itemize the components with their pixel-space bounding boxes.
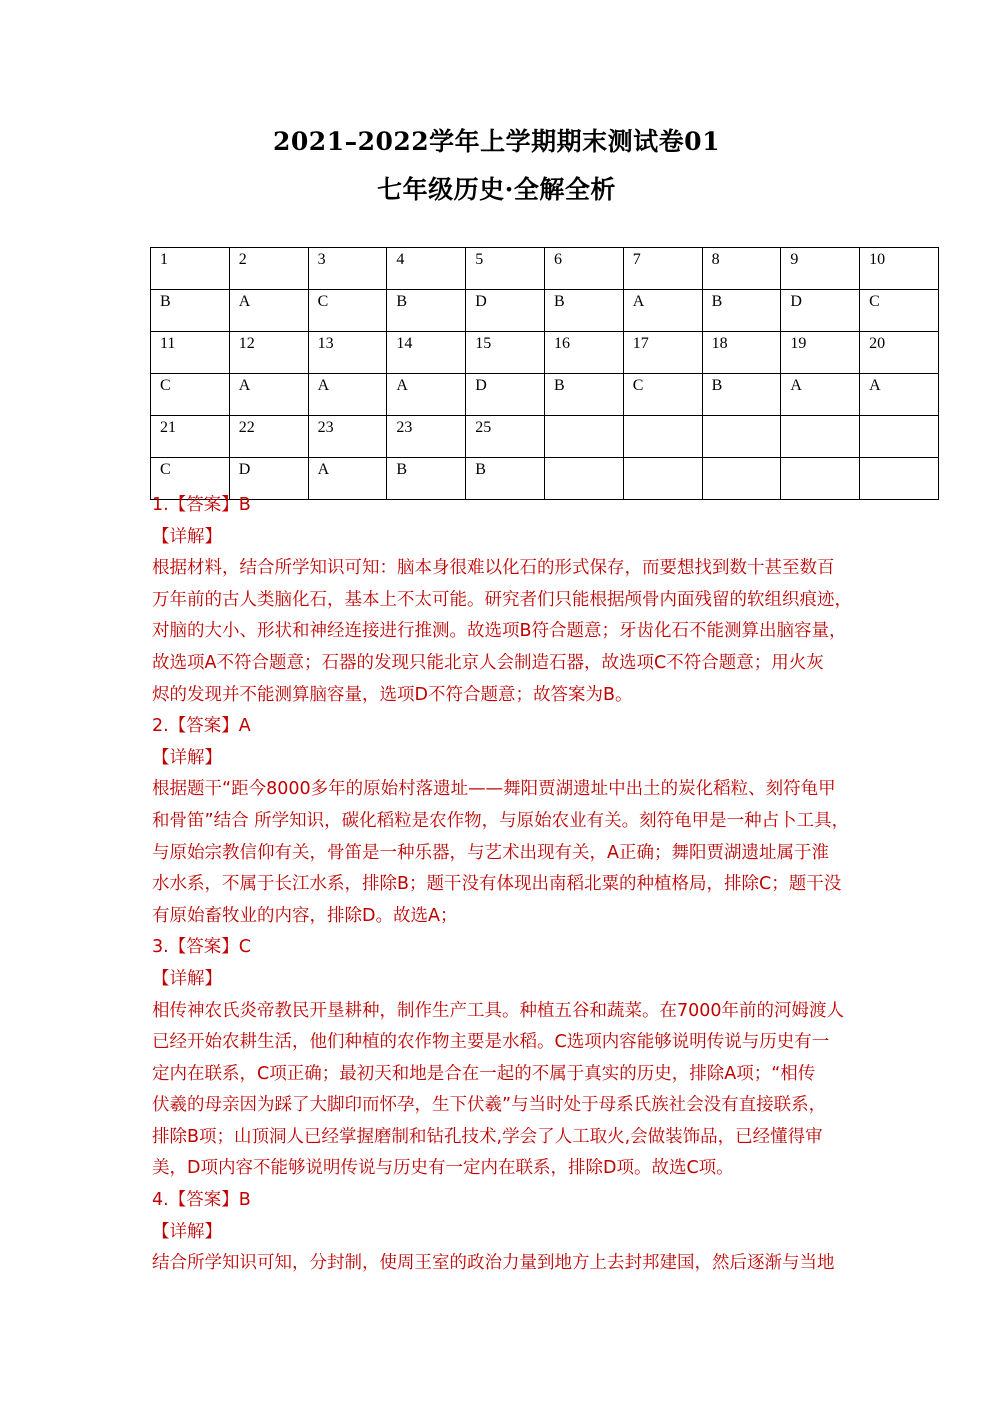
answer-explanations [152, 490, 872, 1280]
table-cell: B [387, 458, 466, 500]
table-cell: C [860, 290, 939, 332]
answer-line: 1.【答案】B [152, 495, 251, 515]
table-cell: C [623, 374, 702, 416]
detail-label: 【详解】 [152, 747, 222, 768]
table-cell: 12 [229, 332, 308, 374]
explanation-line: 根据材料，结合所学知识可知：脑本身很难以化石的形式保存，而要想找到数十甚至数百 [152, 558, 835, 579]
table-cell: 21 [151, 416, 230, 458]
table-cell: A [860, 374, 939, 416]
table-cell: 23 [308, 416, 387, 458]
table-cell: B [544, 290, 623, 332]
table-cell: 15 [466, 332, 545, 374]
explanation-line: 排除B项；山顶洞人已经掌握磨制和钻孔技术,学会了人工取火,会做装饰品，已经懂得审 [152, 1126, 823, 1147]
explanation-line: 相传神农氏炎帝教民开垦耕种，制作生产工具。种植五谷和蔬菜。在7000年前的河姆渡人 [152, 1000, 845, 1021]
table-cell: 16 [544, 332, 623, 374]
explanation-line: 定内在联系，C项正确；最初天和地是合在一起的不属于真实的历史，排除A项；“相传 [152, 1063, 816, 1084]
table-cell [781, 416, 860, 458]
table-cell: A [229, 374, 308, 416]
table-cell: 2 [229, 248, 308, 290]
explanation-line: 已经开始农耕生活，他们种植的农作物主要是水稻。C选项内容能够说明传说与历史有一 [152, 1032, 830, 1053]
table-cell: D [466, 374, 545, 416]
table-cell: 17 [623, 332, 702, 374]
explanation-line: 和骨笛”结合 所学知识，碳化稻粒是农作物，与原始农业有关。刻符龟甲是一种占卜工具， [152, 810, 850, 831]
answer-line: 2.【答案】A [152, 716, 251, 737]
explanation-line: 美，D项内容不能够说明传说与历史有一定内在联系，排除D项。故选C项。 [152, 1158, 734, 1179]
explanation-line: 伏羲的母亲因为踩了大脚印而怀孕，生下伏羲”与当时处于母系氏族社会没有直接联系， [152, 1095, 827, 1116]
table-cell: 9 [781, 248, 860, 290]
table-cell: B [151, 290, 230, 332]
table-cell: 10 [860, 248, 939, 290]
table-cell: D [229, 458, 308, 500]
table-cell: B [466, 458, 545, 500]
table-cell: D [466, 290, 545, 332]
table-cell: 18 [702, 332, 781, 374]
table-cell: 22 [229, 416, 308, 458]
explanation-line: 烬的发现并不能测算脑容量，选项D不符合题意；故答案为B。 [152, 684, 633, 705]
detail-label: 【详解】 [152, 1221, 222, 1242]
table-cell: A [308, 458, 387, 500]
table-cell: B [387, 290, 466, 332]
table-cell [860, 416, 939, 458]
table-cell: 4 [387, 248, 466, 290]
table-cell: C [151, 374, 230, 416]
table-cell: 1 [151, 248, 230, 290]
table-cell: 6 [544, 248, 623, 290]
table-row [151, 290, 939, 332]
table-cell: A [229, 290, 308, 332]
answer-table [150, 247, 939, 500]
table-cell: 14 [387, 332, 466, 374]
explanation-line: 有原始畜牧业的内容，排除D。故选A； [152, 905, 458, 926]
explanation-line: 故选项A不符合题意；石器的发现只能北京人会制造石器，故选项C不符合题意；用火灰 [152, 652, 824, 673]
page-subtitle: 七年级历史·全解全析 [377, 175, 616, 204]
explanation-line: 对脑的大小、形状和神经连接进行推测。故选项B符合题意；牙齿化石不能测算出脑容量， [152, 621, 847, 642]
table-cell [702, 416, 781, 458]
table-cell: A [387, 374, 466, 416]
table-cell: C [308, 290, 387, 332]
answer-line: 3.【答案】C [152, 937, 251, 958]
table-cell: 23 [387, 416, 466, 458]
table-row [151, 416, 939, 458]
detail-label: 【详解】 [152, 526, 222, 547]
table-row [151, 374, 939, 416]
table-cell: A [623, 290, 702, 332]
explanation-line: 万年前的古人类脑化石，基本上不太可能。研究者们只能根据颅骨内面残留的软组织痕迹， [152, 589, 852, 610]
table-cell: B [702, 374, 781, 416]
explanation-line: 根据题干“距今8000多年的原始村落遗址——舞阳贾湖遗址中出土的炭化稻粒、刻符龟甲 [152, 779, 836, 800]
table-row [151, 248, 939, 290]
table-cell: 3 [308, 248, 387, 290]
explanation-line: 水水系，不属于长江水系，排除B；题干没有体现出南稻北粟的种植格局，排除C；题干没 [152, 874, 842, 895]
table-cell: A [781, 374, 860, 416]
table-cell: B [702, 290, 781, 332]
table-cell: D [781, 290, 860, 332]
explanation-line: 结合所学知识可知，分封制，使周王室的政治力量到地方上去封邦建国，然后逐渐与当地 [152, 1253, 835, 1274]
table-cell: A [308, 374, 387, 416]
table-cell: 25 [466, 416, 545, 458]
table-cell [544, 416, 623, 458]
page-title: 2021–2022学年上学期期末测试卷01 [273, 127, 720, 156]
explanation-line: 与原始宗教信仰有关，骨笛是一种乐器，与艺术出现有关，A正确；舞阳贾湖遗址属于淮 [152, 842, 829, 863]
table-row [151, 332, 939, 374]
answer-line: 4.【答案】B [152, 1190, 251, 1211]
table-cell: B [544, 374, 623, 416]
table-cell [623, 416, 702, 458]
table-cell: 11 [151, 332, 230, 374]
table-cell: 7 [623, 248, 702, 290]
table-cell: 13 [308, 332, 387, 374]
table-cell: 5 [466, 248, 545, 290]
detail-label: 【详解】 [152, 968, 222, 989]
table-cell: 19 [781, 332, 860, 374]
table-cell: 20 [860, 332, 939, 374]
table-cell: 8 [702, 248, 781, 290]
table-cell: C [151, 458, 230, 500]
